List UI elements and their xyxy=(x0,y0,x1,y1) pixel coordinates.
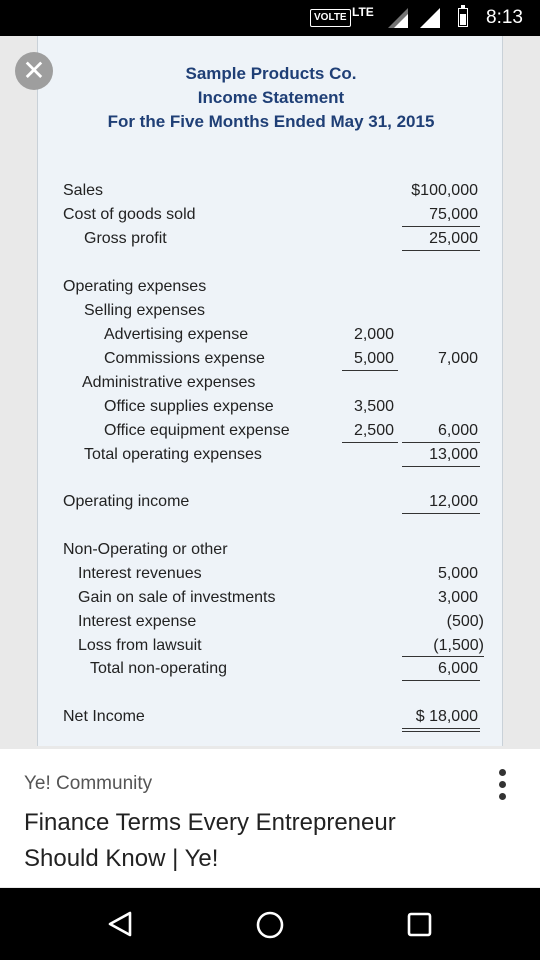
divider xyxy=(402,250,480,251)
gross-profit-label: Gross profit xyxy=(84,230,167,247)
advertising-value: 2,000 xyxy=(353,326,394,343)
advertising-label: Advertising expense xyxy=(104,326,249,343)
gross-profit-value: 25,000 xyxy=(429,230,478,247)
total-opex-value: 13,000 xyxy=(429,446,478,463)
opex-label: Operating expenses xyxy=(63,278,207,295)
divider xyxy=(402,680,480,681)
interest-expense-label: Interest expense xyxy=(78,613,197,630)
operating-income-value: 12,000 xyxy=(429,493,478,510)
income-statement-image xyxy=(37,36,503,746)
commissions-label: Commissions expense xyxy=(104,350,265,367)
result-title[interactable]: Finance Terms Every Entrepreneur Should Know | Ye! xyxy=(24,809,396,872)
nonop-label: Non-Operating or other xyxy=(63,541,228,558)
divider xyxy=(402,466,480,467)
dot-icon xyxy=(499,769,506,776)
clock: 8:13 xyxy=(486,7,523,28)
lawsuit-loss-value: (1,500) xyxy=(433,637,484,654)
result-card[interactable] xyxy=(0,749,540,887)
equipment-value: 2,500 xyxy=(353,422,394,439)
total-nonop-value: 6,000 xyxy=(437,660,478,677)
divider xyxy=(402,656,484,657)
signal-icon xyxy=(420,8,440,28)
divider xyxy=(402,226,480,227)
total-opex-label: Total operating expenses xyxy=(84,446,262,463)
supplies-label: Office supplies expense xyxy=(104,398,274,415)
cogs-label: Cost of goods sold xyxy=(63,206,196,223)
statement-period: For the Five Months Ended May 31, 2015 xyxy=(107,112,435,131)
dot-icon xyxy=(499,793,506,800)
selling-total: 7,000 xyxy=(437,350,478,367)
cogs-value: 75,000 xyxy=(429,206,478,223)
divider xyxy=(402,513,480,514)
battery-icon xyxy=(458,8,468,27)
source-name: Ye! Community xyxy=(24,773,153,794)
gain-value: 3,000 xyxy=(437,589,478,606)
admin-label: Administrative expenses xyxy=(82,374,256,391)
total-nonop-label: Total non-operating xyxy=(90,660,227,677)
status-bar xyxy=(0,0,540,36)
commissions-value: 5,000 xyxy=(353,350,394,367)
signal-icon xyxy=(388,8,408,28)
dot-icon xyxy=(499,781,506,788)
lawsuit-loss-label: Loss from lawsuit xyxy=(78,637,202,654)
interest-expense-value: (500) xyxy=(446,613,484,630)
more-options-button[interactable] xyxy=(494,769,510,803)
close-icon: ✕ xyxy=(22,54,46,87)
volte-badge: VOLTE xyxy=(310,9,351,27)
gain-label: Gain on sale of investments xyxy=(78,589,276,606)
equipment-label: Office equipment expense xyxy=(104,422,290,439)
close-button[interactable] xyxy=(15,52,53,90)
selling-label: Selling expenses xyxy=(84,302,205,319)
divider xyxy=(402,731,480,732)
supplies-value: 3,500 xyxy=(353,398,394,415)
company-name: Sample Products Co. xyxy=(185,64,357,83)
operating-income-label: Operating income xyxy=(63,493,190,510)
admin-total: 6,000 xyxy=(437,422,478,439)
network-type: LTE xyxy=(352,5,374,19)
navigation-bar xyxy=(0,888,540,960)
statement-title: Income Statement xyxy=(197,88,345,107)
divider xyxy=(342,442,398,443)
divider xyxy=(402,728,480,729)
interest-revenue-label: Interest revenues xyxy=(78,565,202,582)
divider xyxy=(402,442,480,443)
net-income-value: $ 18,000 xyxy=(415,708,478,725)
sales-label: Sales xyxy=(63,182,104,199)
back-icon[interactable] xyxy=(106,910,134,938)
divider xyxy=(342,370,398,371)
interest-revenue-value: 5,000 xyxy=(437,565,478,582)
home-icon[interactable] xyxy=(255,910,285,940)
sales-value: $100,000 xyxy=(411,182,478,199)
recent-apps-icon[interactable] xyxy=(406,911,434,939)
net-income-label: Net Income xyxy=(63,708,145,725)
